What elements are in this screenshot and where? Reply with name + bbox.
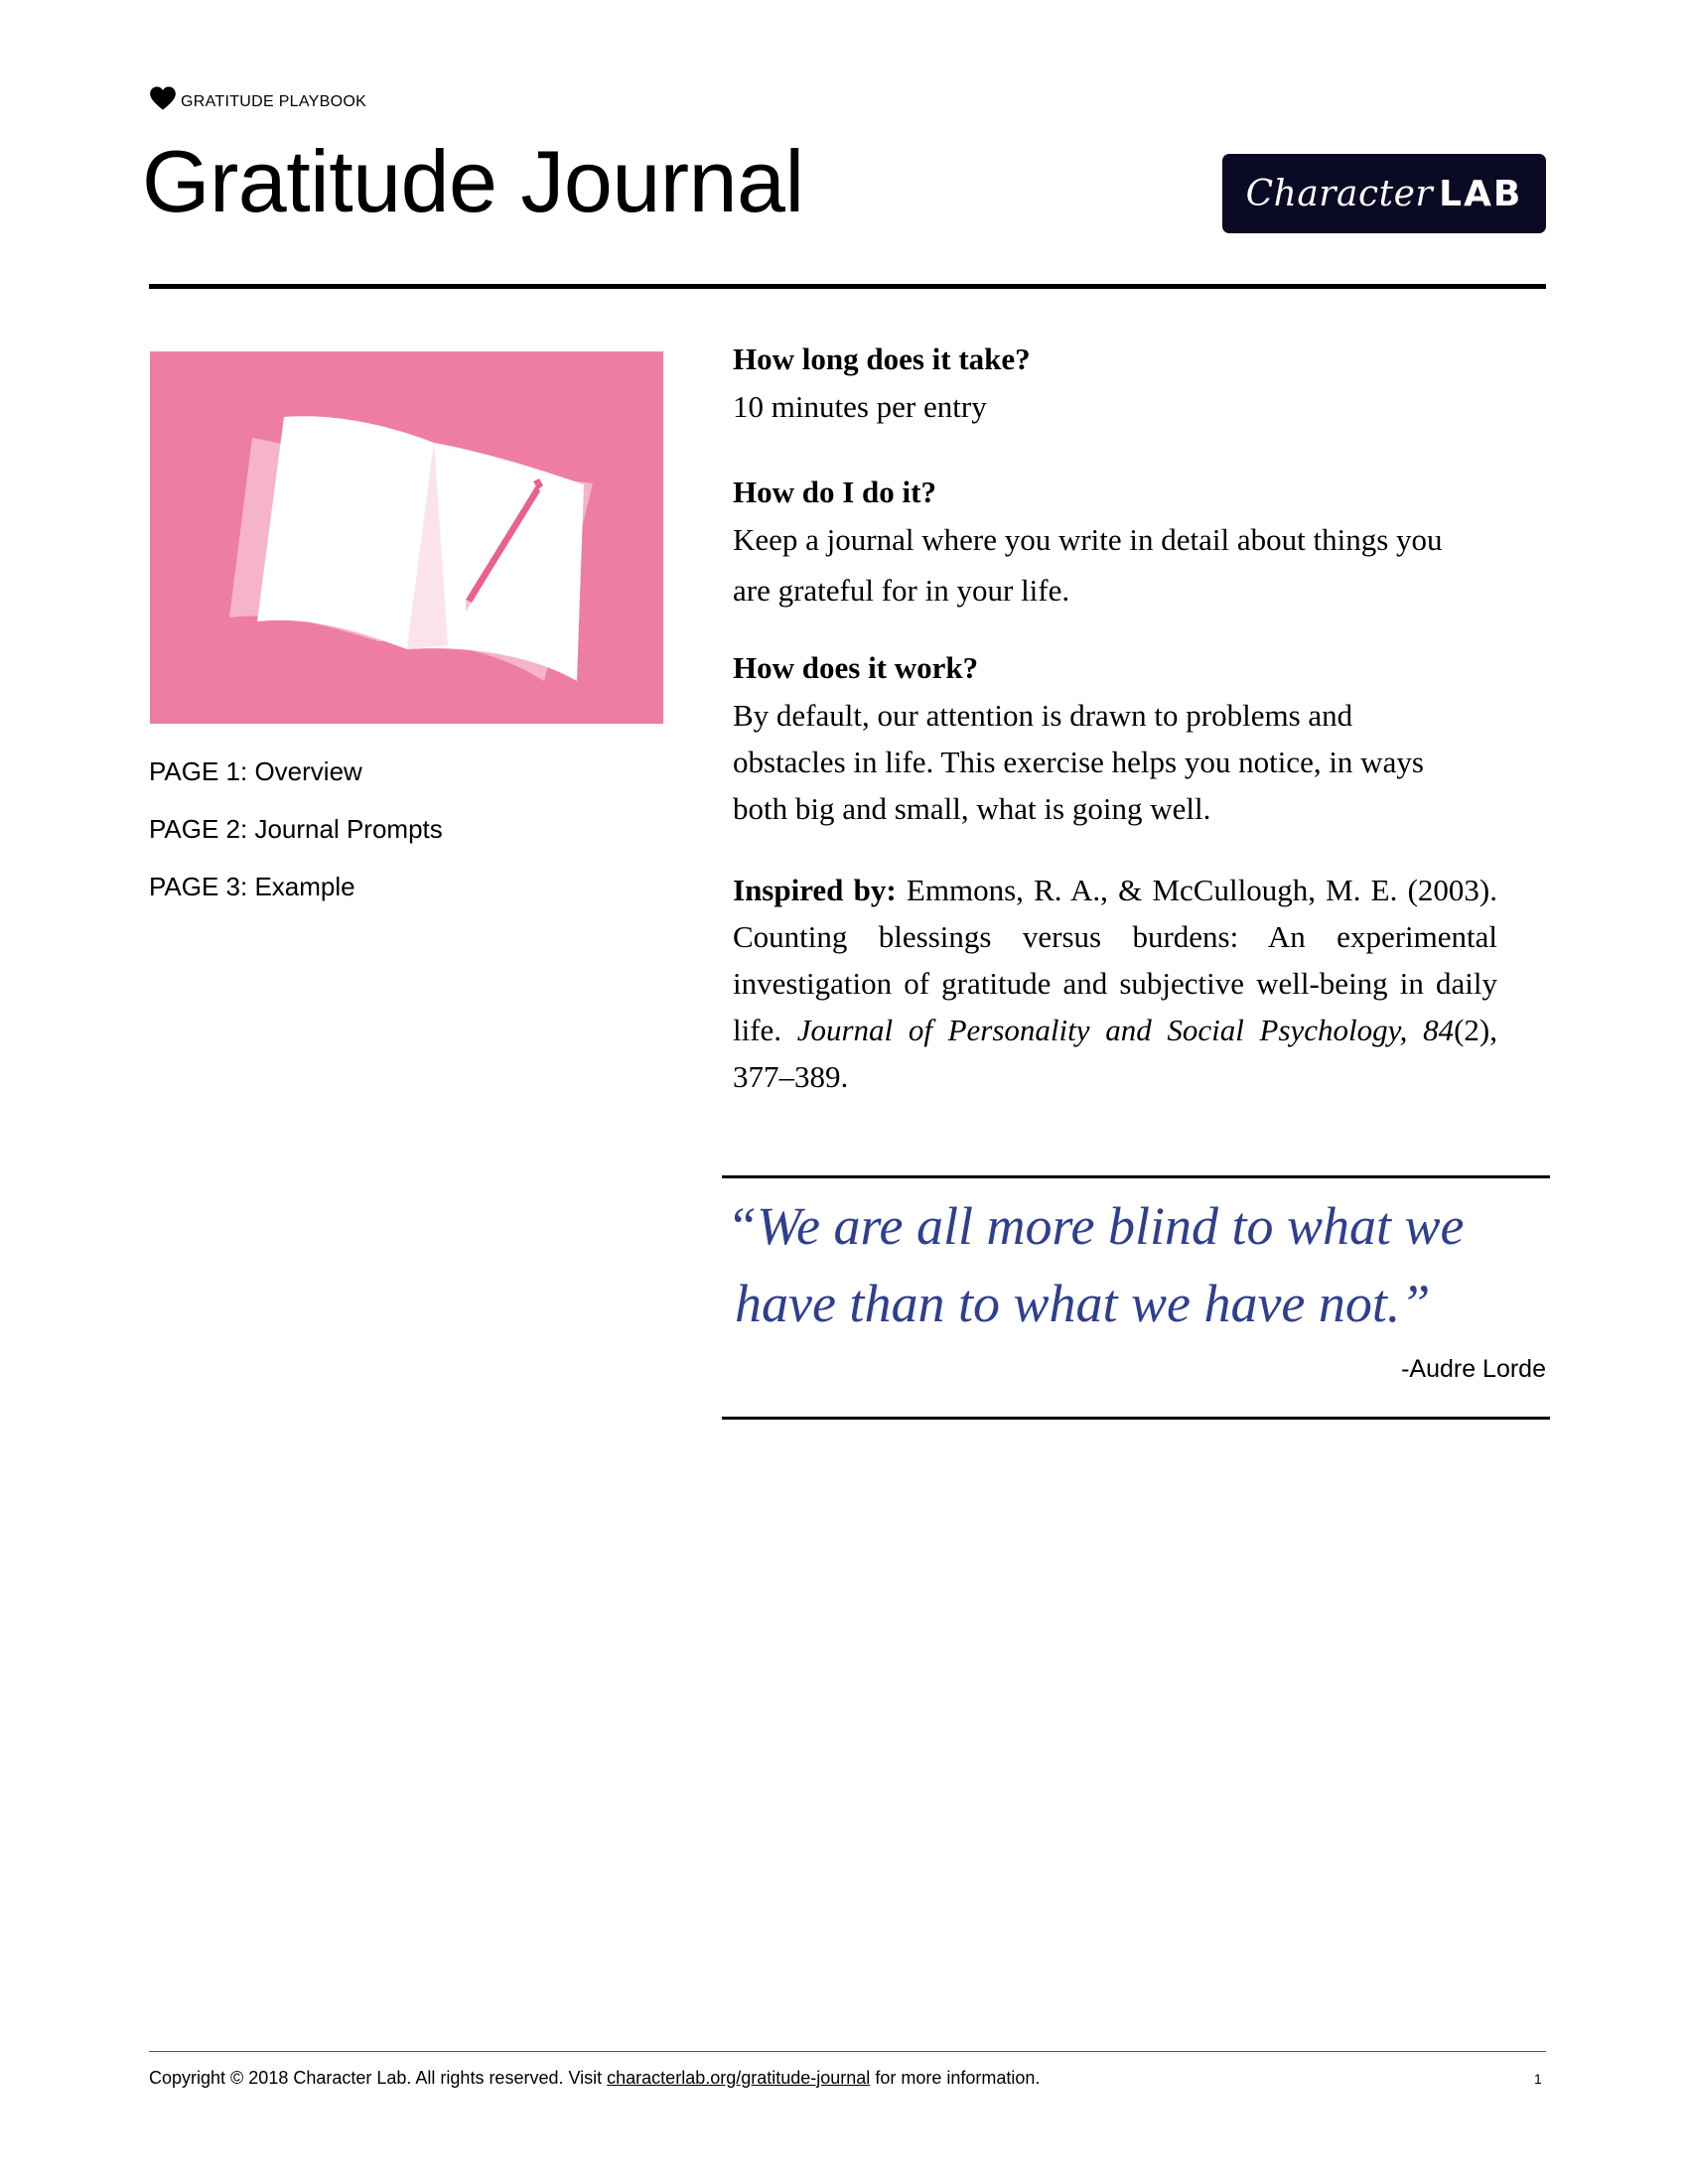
character-lab-logo bbox=[1222, 154, 1546, 233]
journal-illustration bbox=[150, 351, 663, 724]
citation-pages: (2), 377–389. bbox=[733, 1013, 1498, 1094]
header-divider bbox=[149, 284, 1546, 289]
citation-label: Inspired by: bbox=[733, 873, 897, 907]
logo-word-character: Character bbox=[1245, 173, 1434, 214]
toc-item-example: PAGE 3: Example bbox=[149, 872, 355, 901]
toc-item-overview: PAGE 1: Overview bbox=[149, 756, 362, 786]
answer-line: both big and small, what is going well. bbox=[733, 791, 1211, 826]
footer-link[interactable]: characterlab.org/gratitude-journal bbox=[607, 2068, 871, 2088]
citation bbox=[733, 867, 1497, 1100]
faq-answer-how bbox=[733, 514, 1547, 615]
citation-journal: Journal of Personality and Social Psychology, bbox=[796, 1013, 1408, 1047]
faq-question-how: How do I do it? bbox=[733, 475, 936, 509]
footer-suffix: for more information. bbox=[870, 2068, 1041, 2088]
playbook-kicker bbox=[149, 85, 366, 111]
kicker-label: GRATITUDE PLAYBOOK bbox=[181, 93, 367, 110]
citation-text: Emmons, R. A., & McCullough, M. E. (2003). Counting blessings versus burdens: An experimental investigation of gratitude and subjective well-being in daily life. bbox=[733, 873, 1497, 1047]
footer-prefix: Copyright © 2018 Character Lab. All rights reserved. Visit bbox=[149, 2068, 608, 2088]
quote-divider-bottom bbox=[722, 1417, 1550, 1420]
page-number: 1 bbox=[1534, 2071, 1542, 2087]
answer-line: Keep a journal where you write in detail about things you bbox=[733, 522, 1443, 557]
footer-copyright bbox=[149, 2068, 1040, 2089]
answer-line: By default, our attention is drawn to problems and bbox=[733, 698, 1353, 733]
answer-line: obstacles in life. This exercise helps you notice, in ways bbox=[733, 745, 1424, 779]
faq-answer-duration: 10 minutes per entry bbox=[733, 389, 987, 424]
faq-question-why: How does it work? bbox=[733, 650, 979, 685]
heart-icon bbox=[149, 85, 177, 111]
journal-left-page bbox=[257, 416, 434, 649]
citation-volume: 84 bbox=[1423, 1013, 1455, 1047]
toc-item-journal-prompts: PAGE 2: Journal Prompts bbox=[149, 814, 443, 844]
quote-author: -Audre Lorde bbox=[1401, 1355, 1546, 1383]
answer-line: are grateful for in your life. bbox=[733, 573, 1070, 608]
pull-quote bbox=[727, 1187, 1521, 1342]
quote-line: have than to what we have not.” bbox=[735, 1274, 1431, 1333]
faq-question-duration: How long does it take? bbox=[733, 341, 1031, 376]
quote-divider-top bbox=[722, 1175, 1550, 1178]
page-title: Gratitude Journal bbox=[142, 132, 804, 230]
quote-line: “We are all more blind to what we bbox=[727, 1196, 1465, 1256]
footer-divider bbox=[149, 2051, 1546, 2052]
faq-answer-why bbox=[733, 692, 1547, 832]
logo-word-lab: LAB bbox=[1439, 173, 1523, 214]
